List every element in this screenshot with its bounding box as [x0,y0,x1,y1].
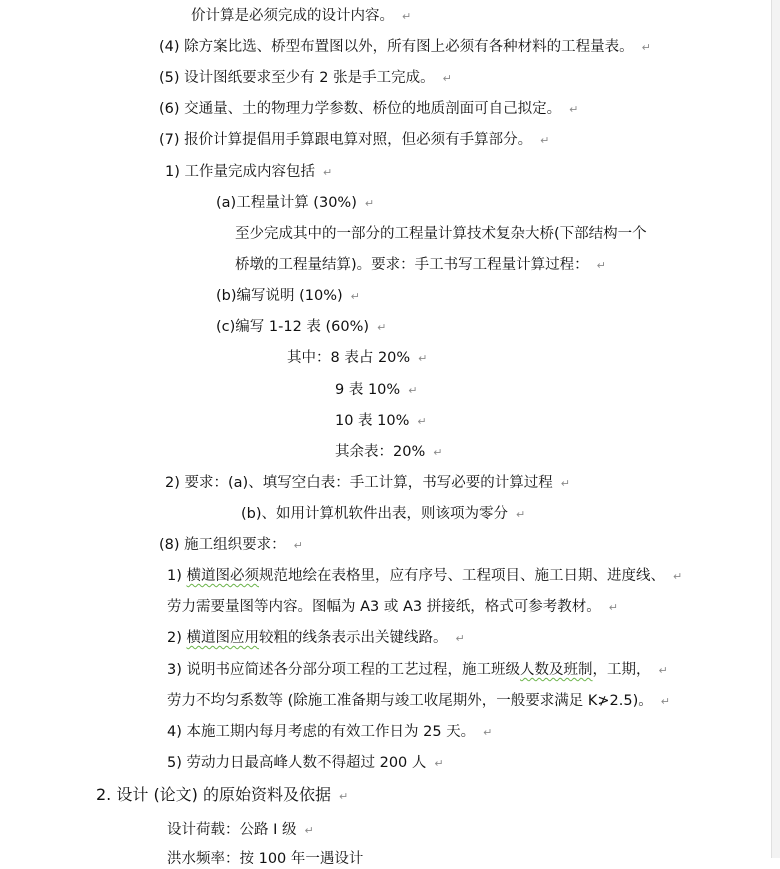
paragraph-mark-icon [659,664,668,677]
paragraph-mark-icon [351,290,360,303]
text-line: 价计算是必须完成的设计内容。↵ [191,6,411,26]
paragraph-mark-icon [433,446,442,459]
text-line: 至少完成其中的一部分的工程量计算技术复杂大桥(下部结构一个 [235,226,647,242]
paragraph-mark-icon [417,415,426,428]
paragraph-mark-icon [516,508,525,521]
text-line: 劳力需要量图等内容。图幅为 A3 或 A3 拼接纸，格式可参考教材。↵ [167,597,618,617]
paragraph-mark-icon [456,632,465,645]
paragraph-mark-icon [540,134,549,147]
text-line: 其余表：20%↵ [335,442,442,462]
paragraph-mark-icon [597,259,606,272]
paragraph-mark-icon [365,197,374,210]
spelling-squiggle: 人数及班制 [520,662,593,678]
vertical-scrollbar[interactable] [771,0,780,858]
text-line: 桥墩的工程量结算)。要求：手工书写工程量计算过程：↵ [235,255,606,275]
paragraph-mark-icon [408,384,417,397]
paragraph-mark-icon [561,477,570,490]
text-line: 10 表 10%↵ [335,411,427,431]
paragraph-mark-icon [434,757,443,770]
paragraph-mark-icon [377,321,386,334]
text-line: 设计荷载：公路 I 级↵ [167,820,314,840]
spelling-squiggle: 横道图应用 [186,630,259,646]
text-line: 其中：8 表占 20%↵ [287,348,427,368]
text-line: 2) 横道图应用较粗的线条表示出关键线路。↵ [167,628,465,648]
text-line: (6) 交通量、土的物理力学参数、桥位的地质剖面可自己拟定。↵ [159,99,578,119]
text-line: 4) 本施工期内每月考虑的有效工作日为 25 天。↵ [167,722,492,742]
paragraph-mark-icon [609,601,618,614]
paragraph-mark-icon [443,72,452,85]
text-line: 5) 劳动力日最高峰人数不得超过 200 人↵ [167,753,444,773]
paragraph-mark-icon [305,824,314,837]
paragraph-mark-icon [418,352,427,365]
paragraph-mark-icon [402,10,411,23]
text-line: (c)编写 1-12 表 (60%)↵ [216,317,386,337]
text-line: 劳力不均匀系数等 (除施工准备期与竣工收尾期外，一般要求满足 K≯2.5)。↵ [167,691,670,711]
spelling-squiggle: 横道图必须 [186,568,259,584]
paragraph-mark-icon [661,695,670,708]
paragraph-mark-icon [642,41,651,54]
text-line: 3) 说明书应简述各分部分项工程的工艺过程，施工班级人数及班制，工期，↵ [167,660,668,680]
text-line: 1) 横道图必须规范地绘在表格里，应有序号、工程项目、施工日期、进度线、↵ [167,566,682,586]
text-line: (5) 设计图纸要求至少有 2 张是手工完成。↵ [159,68,452,88]
section-heading: 2. 设计 (论文) 的原始资料及依据↵ [96,785,348,805]
paragraph-mark-icon [483,726,492,739]
text-line: 1) 工作量完成内容包括↵ [165,162,332,182]
text-line: 2) 要求：(a)、填写空白表：手工计算，书写必要的计算过程↵ [165,473,570,493]
text-line: (b)编写说明 (10%)↵ [216,286,360,306]
text-line: (4) 除方案比选、桥型布置图以外，所有图上必须有各种材料的工程量表。↵ [159,37,651,57]
paragraph-mark-icon [569,103,578,116]
text-line: (7) 报价计算提倡用手算跟电算对照，但必须有手算部分。↵ [159,130,549,150]
text-line: 9 表 10%↵ [335,380,417,400]
text-line: (b)、如用计算机软件出表，则该项为零分↵ [241,504,525,524]
paragraph-mark-icon [323,166,332,179]
paragraph-mark-icon [339,790,348,803]
text-line: 洪水频率：按 100 年一遇设计 [167,851,364,867]
text-line: (8) 施工组织要求：↵ [159,535,303,555]
paragraph-mark-icon [294,539,303,552]
text-line: (a)工程量计算 (30%)↵ [216,193,374,213]
paragraph-mark-icon [673,570,682,583]
